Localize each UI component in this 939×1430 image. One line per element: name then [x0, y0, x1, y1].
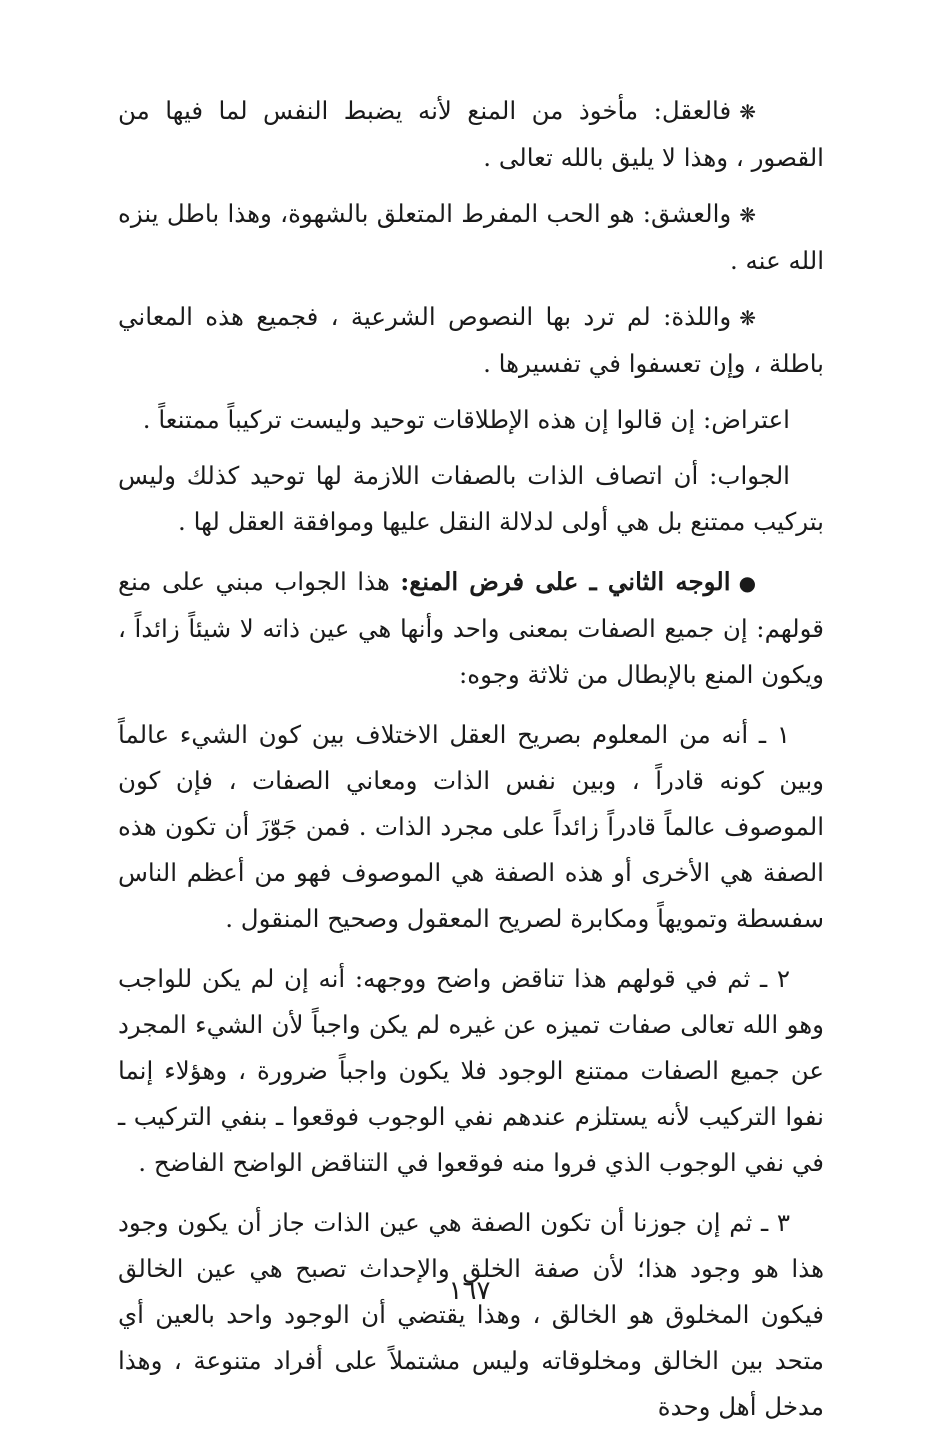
paragraph-text: فالعقل: مأخوذ من المنع لأنه يضبط النفس لما فيها من القصور ، وهذا لا يليق بالله تعالى .	[118, 96, 824, 172]
section-heading: الوجه الثاني ـ على فرض المنع:	[400, 567, 731, 596]
paragraph-answer	[118, 453, 824, 545]
paragraph-ishq	[118, 191, 824, 284]
paragraph-point-2	[118, 956, 824, 1186]
paragraph-aql	[118, 88, 824, 181]
paragraph-text: ٣ ـ ثم إن جوزنا أن تكون الصفة هي عين الذات جاز أن يكون وجود هذا هو وجود هذا؛ لأن صفة الخلق والإحداث تصبح هي عين الخالق فيكون المخلوق هو الخالق ، وهذا يقتضي أن الوجود واحد بالعين أي متحد بين الخالق ومخلوقاته وليس مشتملاً على أفراد متنوعة ، وهذا مدخل أهل وحدة	[118, 1208, 824, 1421]
paragraph-point-3	[118, 1200, 824, 1430]
paragraph-objection	[118, 397, 824, 443]
paragraph-text: والعشق: هو الحب المفرط المتعلق بالشهوة، وهذا باطل ينزه الله عنه .	[118, 199, 824, 275]
dot-bullet-icon: ●	[738, 571, 757, 595]
asterisk-bullet-icon: ❋	[739, 100, 756, 124]
paragraph-text: هذا الجواب مبني على منع قولهم: إن جميع الصفات بمعنى واحد وأنها هي عين ذاته لا شيئاً زائداً ، ويكون المنع بالإبطال من ثلاثة وجوه:	[118, 567, 824, 689]
paragraph-text: ٢ ـ ثم في قولهم هذا تناقض واضح ووجهه: أنه إن لم يكن للواجب وهو الله تعالى صفات تميزه عن غيره لم يكن واجباً لأن الشيء المجرد عن جميع الصفات ممتنع الوجود فلا يكون واجباً ضرورة ، وهؤلاء إنما نفوا التركيب لأنه يستلزم عندهم نفي الوجوب فوقعوا ـ بنفي التركيب ـ في نفي الوجوب الذي فروا منه فوقعوا في التناقض الواضح الفاضح .	[118, 964, 824, 1177]
paragraph-text: ١ ـ أنه من المعلوم بصريح العقل الاختلاف بين كون الشيء عالماً وبين كونه قادراً ، وبين نفس الذات ومعاني الصفات ، فإن كون الموصوف عالماً قادراً زائداً على مجرد الذات . فمن جَوّزَ أن تكون هذه الصفة هي الأخرى أو هذه الصفة هي الموصوف فهو من أعظم الناس سفسطة وتمويهاً ومكابرة لصريح المعقول وصحيح المنقول .	[118, 720, 824, 933]
paragraph-second-aspect	[118, 559, 824, 698]
paragraph-point-1	[118, 712, 824, 942]
paragraph-text: الجواب: أن اتصاف الذات بالصفات اللازمة لها توحيد كذلك وليس بتركيب ممتنع بل هي أولى لدلالة النقل عليها وموافقة العقل لها .	[118, 461, 824, 536]
paragraph-text: واللذة: لم ترد بها النصوص الشرعية ، فجميع هذه المعاني باطلة ، وإن تعسفوا في تفسيرها .	[118, 302, 824, 378]
asterisk-bullet-icon: ❋	[739, 306, 756, 330]
paragraph-ladhdha	[118, 294, 824, 387]
page-number: ١٦٧	[448, 1276, 491, 1306]
asterisk-bullet-icon: ❋	[739, 203, 756, 227]
paragraph-text: اعتراض: إن قالوا إن هذه الإطلاقات توحيد وليست تركيباً ممتنعاً .	[142, 405, 790, 434]
